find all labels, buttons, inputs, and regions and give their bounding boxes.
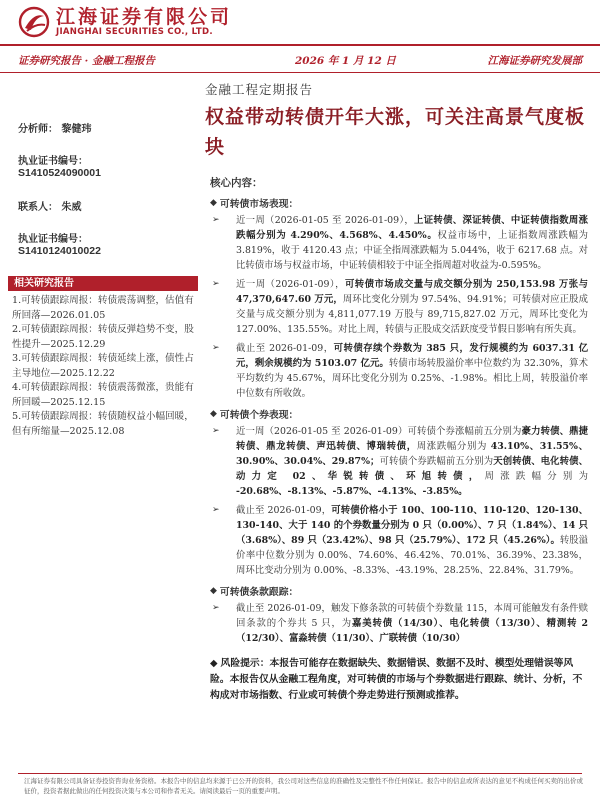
footer-divider <box>18 773 582 774</box>
diamond-bullet-icon: ◆ <box>210 198 217 208</box>
diamond-bullet-icon: ◆ <box>210 409 217 419</box>
section-heading-text: 可转债市场表现： <box>219 199 299 210</box>
analyst-cert-label: 执业证书编号： <box>18 156 88 167</box>
report-date: 2026 年 1 月 12 日 <box>295 54 396 67</box>
logo-icon <box>18 6 50 38</box>
body-text: 近一周（2026-01-05 至 2026-01-09）可转债个券涨幅前五分别为 <box>236 426 522 437</box>
company-name-cn: 江海证券有限公司 <box>56 6 233 28</box>
report-category: 金融工程定期报告 <box>205 82 314 97</box>
body-text: 截止至 2026-01-09， <box>236 343 334 354</box>
section-heading-text: 可转债个券表现： <box>219 410 299 421</box>
bullet-paragraph <box>210 601 588 646</box>
bullet-paragraph <box>210 424 588 499</box>
related-reports-list <box>12 294 198 439</box>
department: 江海证券研究发展部 <box>487 54 582 67</box>
related-report-link[interactable]: 3.可转债跟踪周报：转债延续上涨，债性占主导地位—2025.12.22 <box>12 353 194 379</box>
header-divider-bottom <box>0 72 600 73</box>
contact-cert-label: 执业证书编号： <box>18 234 88 245</box>
emphasis-text: 43.10%、31.55%、30.90%、30.04%、29.87%； <box>236 441 588 467</box>
section-heading <box>210 196 588 210</box>
body-text: 截止至 2026-01-09， <box>236 505 332 516</box>
contact: 联系人： 朱威 <box>18 202 82 213</box>
company-name-en: JIANGHAI SECURITIES CO., LTD. <box>56 27 213 37</box>
emphasis-text: 天创转债、电化转债、动力定 02、华锐转债、环旭转债， <box>236 456 588 482</box>
related-report-link[interactable]: 2.可转债跟踪周报：转债反弹趋势不变，股性提升—2025.12.29 <box>12 324 194 350</box>
bullet-paragraph <box>210 503 588 578</box>
arrow-bullet-icon: ➢ <box>212 279 220 289</box>
arrow-bullet-icon: ➢ <box>212 505 220 515</box>
section-heading-text: 可转债条款跟踪： <box>219 587 299 598</box>
body-text: 转股溢价率中位数分别为 0.00%、74.60%、46.42%、70.01%、36.39%、23.38%，周环比变动分别为 0.00%、-8.33%、-43.19%、28.25%、22.84%、31.79%。 <box>236 535 588 576</box>
emphasis-text: 可转债存续个券数为 385 只，发行规模约为 6037.31 亿元，剩余规模约为 5103.07 亿元。 <box>236 343 588 369</box>
body-text: 近一周（2026-01-09）， <box>236 279 345 290</box>
bullet-paragraph <box>210 213 588 273</box>
arrow-bullet-icon: ➢ <box>212 426 220 436</box>
bullet-paragraph <box>210 277 588 337</box>
body-text: 周涨跌幅分别为 <box>484 471 588 482</box>
section-heading <box>210 407 588 421</box>
body-text: 可转债个券跌幅前五分别为 <box>379 456 494 467</box>
body-text: 近一周（2026-01-05 至 2026-01-09）， <box>236 215 415 226</box>
related-reports-header: 相关研究报告 <box>8 276 198 291</box>
body-text: 截止至 2026-01-09，触发下修条款的可转债个券数量 115，本周可能触发有条件赎回条款的个券共 5 只，为 <box>236 603 588 629</box>
contact-cert-number: S1410124010022 <box>18 245 101 257</box>
related-report-link[interactable]: 4.可转债跟踪周报：转债震荡微涨，贵能有所回暖—2025.12.15 <box>12 382 194 408</box>
risk-warning <box>210 656 588 704</box>
core-content <box>210 190 588 704</box>
header-divider-top <box>0 44 600 46</box>
related-report-link[interactable]: 1.可转债跟踪周报：转债震荡调整，估值有所回落—2026.01.05 <box>12 295 194 321</box>
body-text: 周环比变化分别为 97.54%、94.91%；可转债对应正股成交量与成交额分别为 4,811,077.19 万股与 89,715,827.02 万元，周环比变化为 127.00%、135.55%。对比上周，转债与正股成交活跃度受节假日影响有所失真。 <box>236 294 588 335</box>
report-type: 证券研究报告 · 金融工程报告 <box>18 54 155 67</box>
arrow-bullet-icon: ➢ <box>212 603 220 613</box>
arrow-bullet-icon: ➢ <box>212 343 220 353</box>
emphasis-text: 嘉美转债（14/30）、电化转债（13/30）、精测转 2（12/30）、富淼转债（11/30）、广联转债（10/30） <box>236 618 588 644</box>
emphasis-text: 可转债市场成交量与成交额分别为 250,153.98 万张与 47,370,647.60 万元， <box>236 279 588 305</box>
diamond-bullet-icon: ◆ <box>210 658 218 669</box>
diamond-bullet-icon: ◆ <box>210 586 217 596</box>
header-bar <box>0 48 600 72</box>
bullet-paragraph <box>210 341 588 401</box>
page-title: 权益带动转债开年大涨，可关注高景气度板块 <box>205 106 586 158</box>
body-text: 周涨跌幅分别为 <box>416 441 491 452</box>
analyst: 分析师： 黎健玮 <box>18 124 92 135</box>
related-report-link[interactable]: 5.可转债跟踪周报：转债随权益小幅回暖，但有所缩量—2025.12.08 <box>12 411 194 437</box>
emphasis-text: 可转债价格小于 100、100-110、110-120、120-130、130-140、大于 140 的个券数量分别为 0 只（0.00%）、7 只（1.84%）、14 只（3.68%）、89 只（23.42%）、98 只（25.79%）、172 只（45.26%）。 <box>236 505 588 546</box>
company-logo <box>18 4 232 40</box>
emphasis-text: 豪力转债、鼎捷转债、鼎龙转债、声迅转债、博瑞转债， <box>236 426 588 452</box>
footer-disclaimer: 江海证券有限公司具备证券投资咨询业务资格。本报告中的信息均来源于已公开的资料，我公司对这些信息的准确性及完整性不作任何保证。报告中的信息或所表达的意见不构成任何买卖的出价或征价，投资者据此做出的任何投资决策与本公司和作者无关。请阅读最后一页的重要声明。 <box>24 777 583 795</box>
body-text: 权益市场中，上证指数周涨跌幅为 3.819%，收于 4120.43 点；中证全指周涨跌幅为 5.044%，收于 6217.68 点。对比转债市场与权益市场，中证转债相较于中证全指周超对收益为-0.595%。 <box>236 230 588 271</box>
emphasis-text: -20.68%、-8.13%、-5.87%、-4.13%、-3.85%。 <box>236 486 468 497</box>
emphasis-text: 上证转债、深证转债、中证转债指数周涨跌幅分别为 4.290%、4.568%、4.450%。 <box>236 215 588 241</box>
core-content-label: 核心内容： <box>210 177 263 189</box>
risk-warning-text: 风险提示：本报告可能存在数据缺失、数据错误、数据不及时、模型处理错误等风险。本报告仅从金融工程角度，对可转债的市场与个券数据进行跟踪、统计、分析，不构成对市场指数、行业或可转债个券走势进行预测或推荐。 <box>210 658 583 701</box>
arrow-bullet-icon: ➢ <box>212 215 220 225</box>
analyst-cert-number: S1410524090001 <box>18 167 101 179</box>
body-text: 转债市场转股溢价率中位数约为 32.30%，算术平均数约为 45.67%，周环比变化分别为 0.25%、-1.98%。相比上周，转股溢价率中位数有所收敛。 <box>236 358 588 399</box>
section-heading <box>210 584 588 598</box>
